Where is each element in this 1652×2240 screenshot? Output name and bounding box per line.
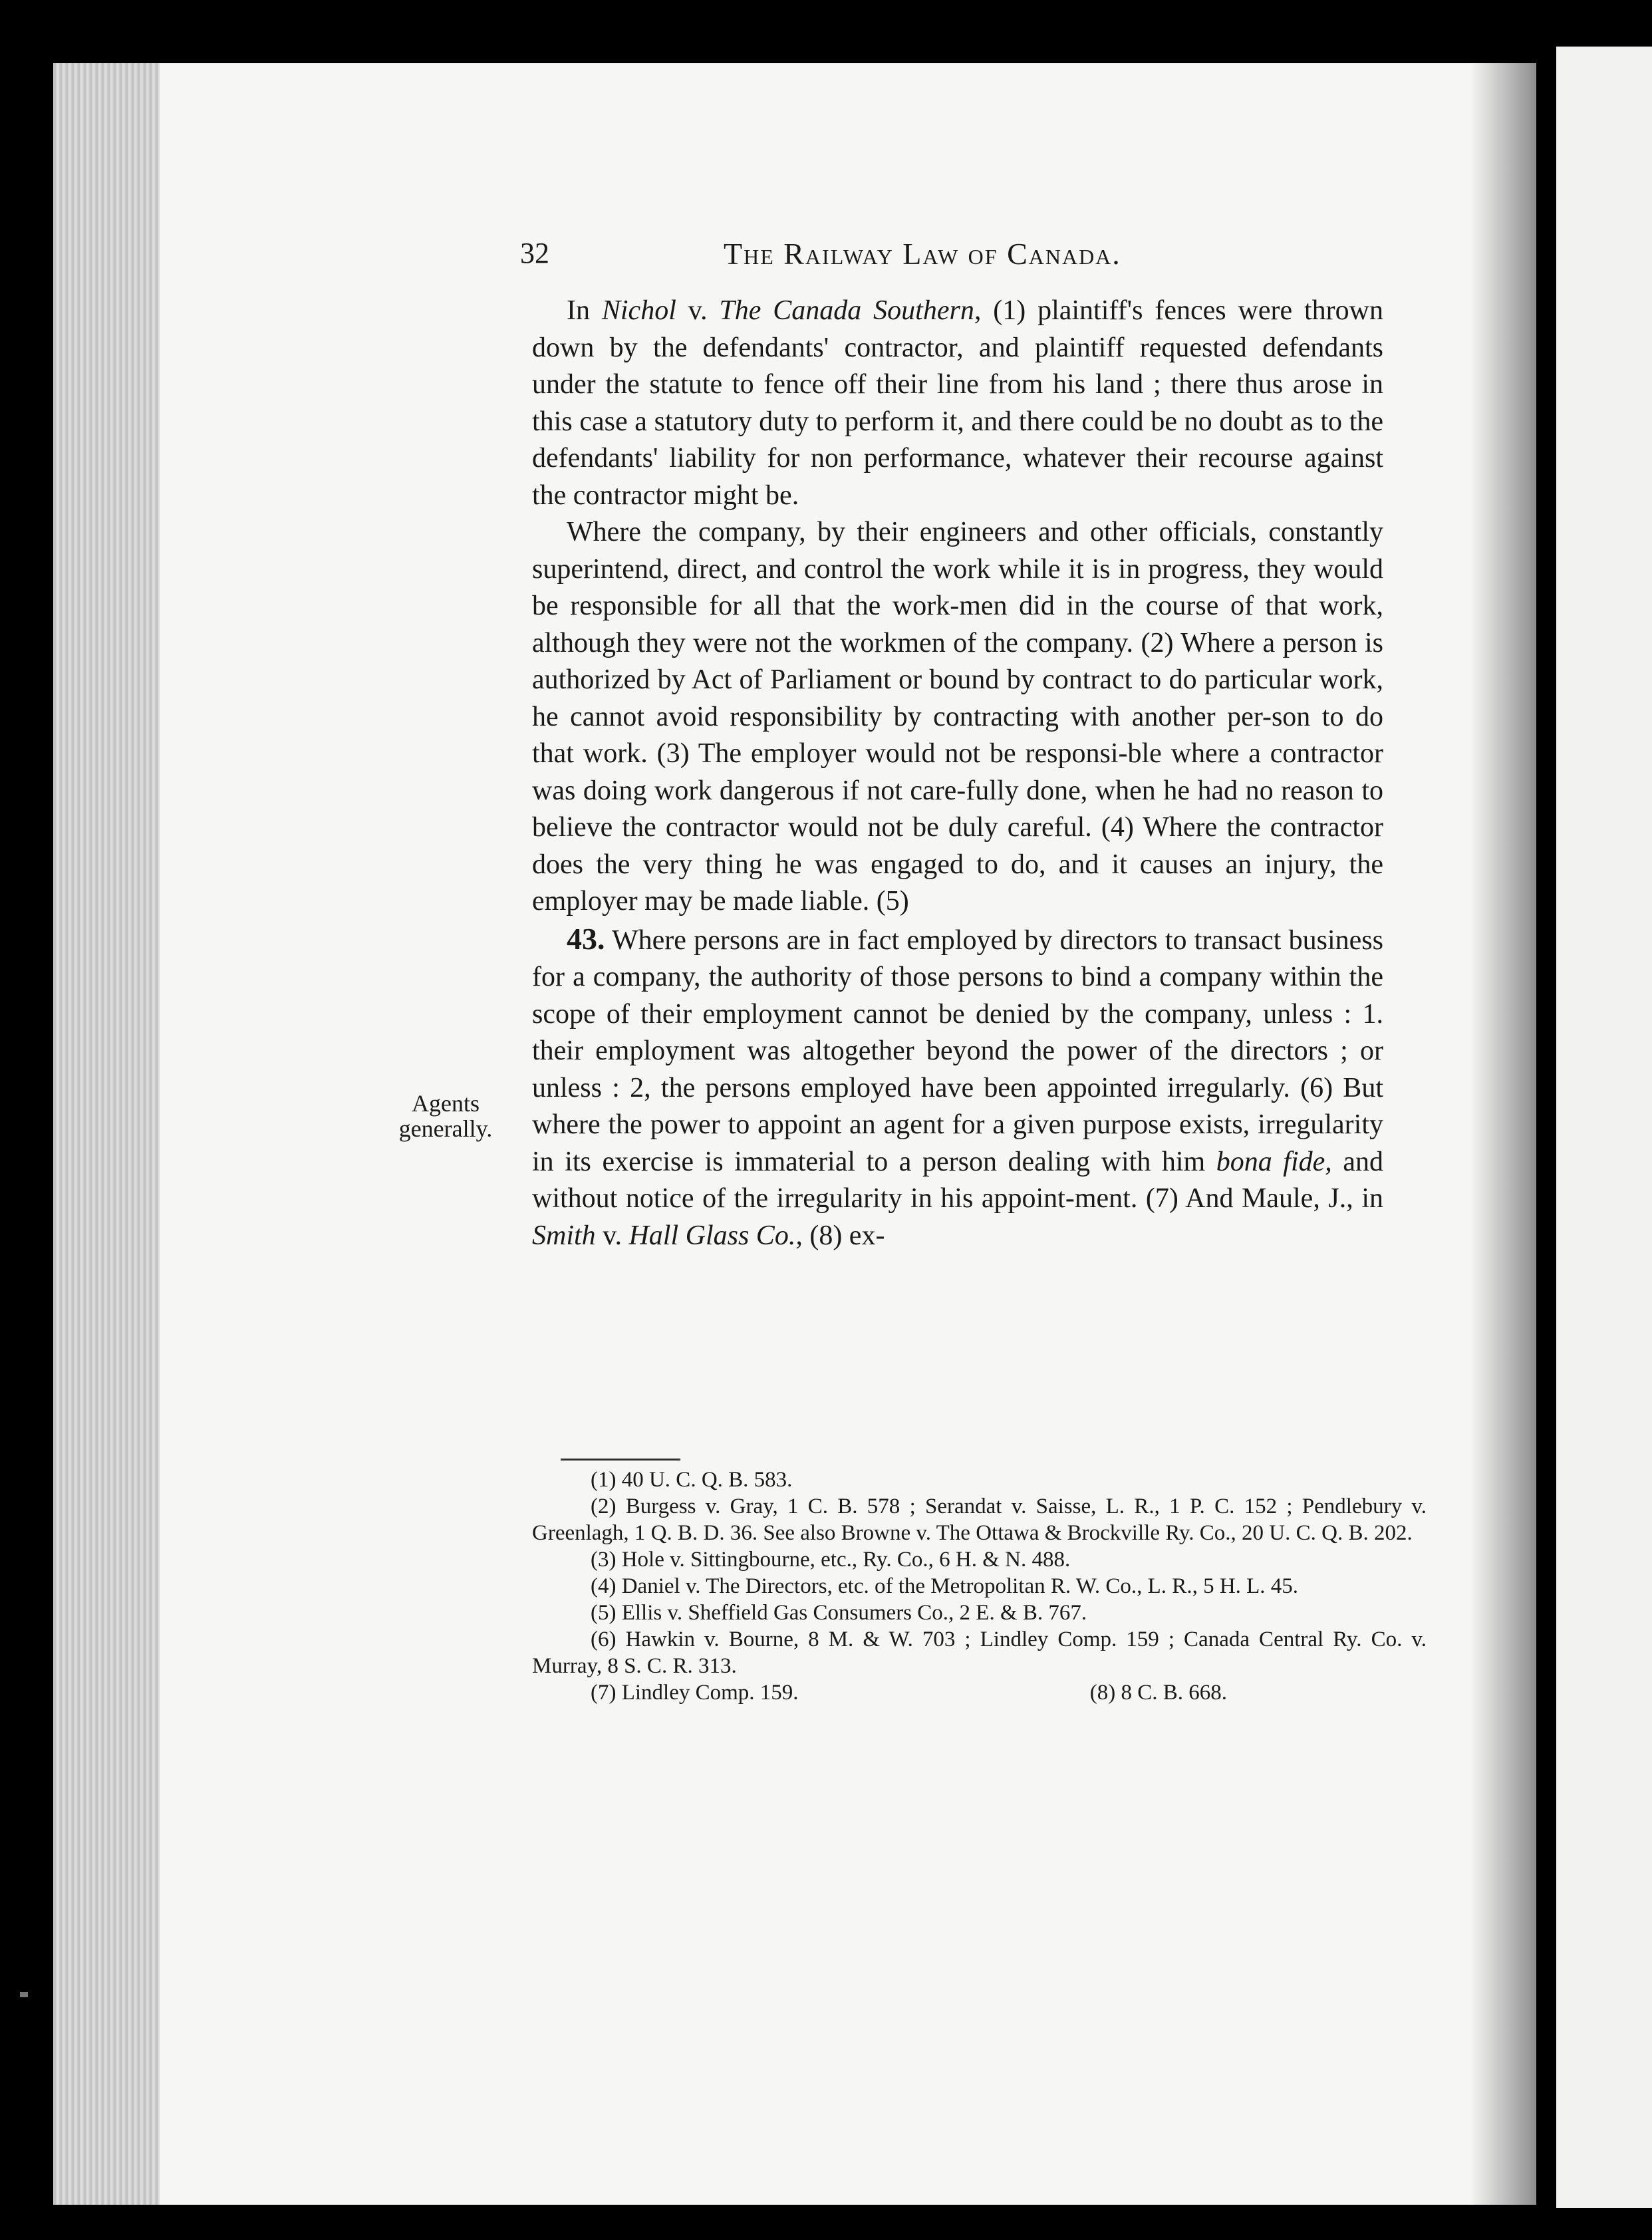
footnote-rule xyxy=(561,1459,680,1461)
text-run: (8) ex- xyxy=(802,1220,885,1251)
text-run: (1) plaintiff's fences were thrown down by the defendants' contractor, and plaintiff requested defendants under the statute to fence off their line from his land ; there thus arose in this case a statutory duty to perform it, and there could be no doubt as to the defendants' liability for non performance, whatever their recourse against the contractor might be. xyxy=(532,295,1383,511)
running-title: The Railway Law of Canada. xyxy=(724,237,1121,271)
facing-page-edge xyxy=(1556,47,1652,2208)
case-name: Nichol xyxy=(601,295,676,326)
footnote-1: (1) 40 U. C. Q. B. 583. xyxy=(591,1468,793,1492)
paragraph-nichol-case xyxy=(532,293,1383,514)
margin-note-line: Agents xyxy=(412,1090,480,1117)
paragraph-company-responsibility: Where the company, by their engineers and other officials, constantly superintend, direct, and control the work while it is in progress, they would be responsible for all that the work-men did in the course of that work, although they were not the workmen of the company. (2) Where a person is authorized by Act of Parliament or bound by contract to do particular work, he cannot avoid responsibility by contracting with another per-son to do that work. (3) The employer would not be responsi-ble where a contractor was doing work dangerous if not care-fully done, when he had no reason to believe the contractor would not be duly careful. (4) Where the contractor does the very thing he was engaged to do, and it causes an injury, the employer may be made liable. (5) xyxy=(532,517,1383,916)
footnotes xyxy=(532,1467,1427,1706)
binding-shadow xyxy=(1470,63,1536,2205)
text-run: v. xyxy=(676,295,720,326)
page-number: 32 xyxy=(520,237,549,269)
case-name: The Canada Southern, xyxy=(719,295,982,326)
text-run: and without notice of the irregularity in his appoint-ment. (7) And Maule, J., in xyxy=(532,1146,1383,1214)
case-name: Hall Glass Co., xyxy=(628,1220,803,1251)
body-text xyxy=(532,293,1383,1254)
margin-note xyxy=(379,1091,512,1141)
text-run: In xyxy=(567,295,602,326)
italic-phrase: bona fide, xyxy=(1216,1146,1332,1177)
margin-note-line: generally. xyxy=(398,1115,493,1142)
footnote-2: (2) Burgess v. Gray, 1 C. B. 578 ; Serandat v. Saisse, L. R., 1 P. C. 152 ; Pendlebury v. Greenlagh, 1 Q. B. D. 36. See also Browne v. The Ottawa & Brockville Ry. Co., 20 U. C. Q. B. 202. xyxy=(532,1494,1427,1545)
footnote-7: (7) Lindley Comp. 159. xyxy=(591,1681,799,1705)
page-stack-edges xyxy=(53,63,160,2205)
text-run: Where persons are in fact employed by directors to transact business for a company, the authority of those persons to bind a company within the scope of their employment cannot be denied by the company, unless : 1. their employment was altogether beyond the power of the directors ; or unless : 2, the persons employed have been appointed irregularly. (6) But where the power to appoint an agent for a given purpose exists, irregularity in its exercise is immaterial to a person dealing with him xyxy=(532,924,1383,1177)
scan-speck xyxy=(20,1992,28,1997)
footnote-4: (4) Daniel v. The Directors, etc. of the Metropolitan R. W. Co., L. R., 5 H. L. 45. xyxy=(591,1574,1299,1598)
footnote-row xyxy=(532,1679,1427,1706)
paragraph-section-43 xyxy=(532,920,1383,1255)
footnote-5: (5) Ellis v. Sheffield Gas Consumers Co., 2 E. & B. 767. xyxy=(591,1601,1087,1625)
footnote-3: (3) Hole v. Sittingbourne, etc., Ry. Co., 6 H. & N. 488. xyxy=(591,1548,1071,1572)
case-name: Smith xyxy=(532,1220,596,1251)
text-run: v. xyxy=(595,1220,629,1251)
section-number: 43. xyxy=(567,921,605,956)
footnote-8: (8) 8 C. B. 668. xyxy=(1089,1681,1227,1705)
footnote-6: (6) Hawkin v. Bourne, 8 M. & W. 703 ; Lindley Comp. 159 ; Canada Central Ry. Co. v. Murray, 8 S. C. R. 313. xyxy=(532,1627,1427,1678)
